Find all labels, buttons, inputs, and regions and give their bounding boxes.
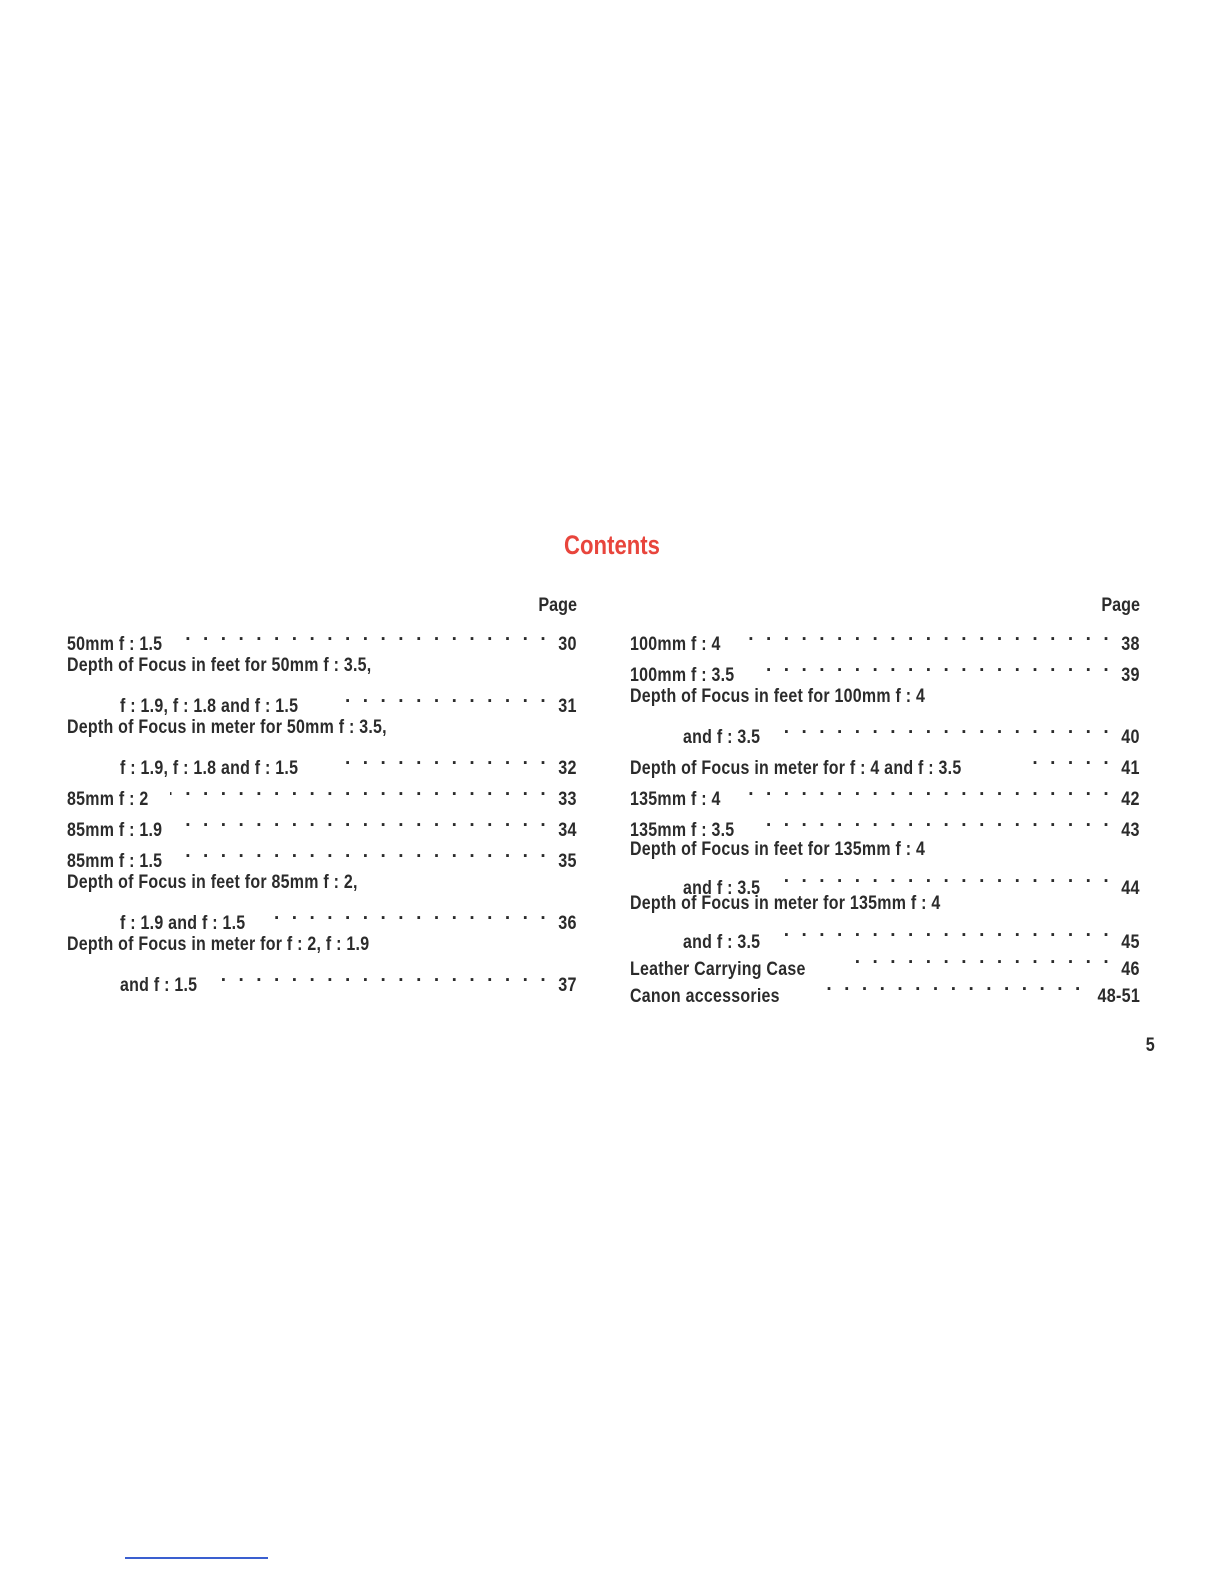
dot-leader — [338, 743, 549, 774]
toc-entry-text: 135mm f : 4 — [630, 789, 721, 810]
toc-entry — [67, 929, 577, 996]
toc-entry-text: Depth of Focus in meter for 50mm f : 3.5, — [67, 717, 387, 738]
dot-leader — [275, 898, 549, 929]
toc-entry-line — [630, 971, 1140, 1007]
toc-entry — [67, 712, 577, 779]
toc-page-number: 41 — [1121, 758, 1140, 779]
toc-entry-line — [67, 774, 577, 810]
toc-entry-text: Depth of Focus in feet for 100mm f : 4 — [630, 686, 926, 707]
dot-leader — [814, 971, 1084, 1002]
toc-page-number: 43 — [1121, 820, 1140, 841]
toc-entry-text: Canon accessories — [630, 986, 780, 1007]
toc-entry-line — [67, 929, 577, 960]
toc-entry — [630, 890, 1140, 953]
toc-entry-text: f : 1.9, f : 1.8 and f : 1.5 — [120, 758, 299, 779]
toc-column-left — [67, 593, 577, 996]
toc-page-number: 35 — [558, 851, 577, 872]
toc-entry-text: 100mm f : 4 — [630, 634, 721, 655]
toc-entry-text: 135mm f : 3.5 — [630, 820, 735, 841]
toc-page-number: 32 — [558, 758, 577, 779]
toc-entry-text: Depth of Focus in meter for f : 4 and f : 3.5 — [630, 758, 962, 779]
toc-entry-line — [630, 944, 1140, 980]
toc-entry-text: 85mm f : 2 — [67, 789, 149, 810]
toc-entry-line — [630, 917, 1140, 953]
toc-entry-text: Depth of Focus in feet for 135mm f : 4 — [630, 839, 926, 860]
toc-entry — [630, 650, 1140, 686]
toc-page-number: 36 — [558, 913, 577, 934]
toc-entry-text: and f : 1.5 — [120, 975, 198, 996]
toc-entry-line — [67, 836, 577, 872]
toc-page-number: 44 — [1121, 878, 1140, 899]
toc-page-number: 38 — [1121, 634, 1140, 655]
dot-leader — [760, 805, 1112, 836]
toc-entry-line — [630, 774, 1140, 810]
toc-entry-line — [67, 681, 577, 717]
dot-leader — [744, 774, 1112, 805]
dot-leader — [186, 805, 549, 836]
toc-page-number: 46 — [1121, 959, 1140, 980]
toc-entry-line — [67, 650, 577, 681]
toc-entry — [630, 944, 1140, 980]
toc-page-number: 42 — [1121, 789, 1140, 810]
toc-entry-line — [67, 898, 577, 934]
toc-page-number: 37 — [558, 975, 577, 996]
toc-entry-line — [67, 743, 577, 779]
dot-leader — [760, 650, 1112, 681]
toc-entry-text: 85mm f : 1.9 — [67, 820, 163, 841]
toc-entry-line — [67, 867, 577, 898]
toc-page-number: 39 — [1121, 665, 1140, 686]
toc-entry-text: 50mm f : 1.5 — [67, 634, 163, 655]
toc-entry-line — [630, 650, 1140, 686]
toc-entry — [67, 836, 577, 872]
toc-entry — [630, 681, 1140, 748]
toc-entry-line — [67, 712, 577, 743]
toc-entry-line — [67, 960, 577, 996]
toc-entry-text: and f : 3.5 — [683, 727, 761, 748]
dot-leader — [186, 836, 549, 867]
toc-entry — [67, 867, 577, 934]
toc-entry-line — [630, 619, 1140, 655]
contents-title: Contents — [564, 530, 660, 560]
toc-page-number: 30 — [558, 634, 577, 655]
toc-list-right — [630, 619, 1140, 1007]
toc-page-number: 31 — [558, 696, 577, 717]
toc-entry — [630, 743, 1140, 779]
toc-entry — [67, 805, 577, 841]
toc-entry-text: Depth of Focus in meter for 135mm f : 4 — [630, 893, 941, 914]
dot-leader — [218, 960, 549, 991]
toc-entry-line — [630, 805, 1140, 841]
toc-entry — [67, 650, 577, 717]
toc-entry-text: and f : 3.5 — [683, 932, 761, 953]
dot-leader — [170, 774, 549, 805]
toc-entry-line — [630, 836, 1140, 863]
toc-column-right — [630, 593, 1140, 1007]
toc-entry-line — [67, 805, 577, 841]
toc-entry — [630, 619, 1140, 655]
page-column-heading: Page — [538, 595, 577, 616]
toc-entry — [67, 774, 577, 810]
toc-entry — [67, 619, 577, 655]
toc-entry-line — [630, 890, 1140, 917]
dot-leader — [1031, 743, 1113, 774]
toc-list-left — [67, 619, 577, 996]
toc-entry-text: Depth of Focus in feet for 85mm f : 2, — [67, 872, 358, 893]
toc-entry-text: Depth of Focus in feet for 50mm f : 3.5, — [67, 655, 372, 676]
toc-entry-line — [630, 863, 1140, 899]
toc-entry-text: f : 1.9 and f : 1.5 — [120, 913, 246, 934]
toc-page-number: 45 — [1121, 932, 1140, 953]
toc-entry — [630, 836, 1140, 899]
toc-entry-text: Depth of Focus in meter for f : 2, f : 1.9 — [67, 934, 370, 955]
dot-leader — [338, 681, 549, 712]
toc-page-number: 40 — [1121, 727, 1140, 748]
toc-entry-text: 85mm f : 1.5 — [67, 851, 163, 872]
toc-page-number: 34 — [558, 820, 577, 841]
toc-entry-text: f : 1.9, f : 1.8 and f : 1.5 — [120, 696, 299, 717]
dot-leader — [186, 619, 549, 650]
dot-leader — [781, 712, 1112, 743]
toc-page-number: 48-51 — [1097, 986, 1140, 1007]
toc-entry-line — [630, 712, 1140, 748]
toc-entry — [630, 971, 1140, 1007]
toc-entry — [630, 774, 1140, 810]
page-column-heading: Page — [1101, 595, 1140, 616]
bottom-rule — [125, 1557, 268, 1559]
toc-entry-line — [630, 681, 1140, 712]
toc-entry-line — [630, 743, 1140, 779]
toc-entry — [630, 805, 1140, 841]
toc-page-number: 33 — [558, 789, 577, 810]
toc-entry-text: and f : 3.5 — [683, 878, 761, 899]
page-number: 5 — [1145, 1035, 1155, 1056]
toc-entry-line — [67, 619, 577, 655]
toc-entry-text: 100mm f : 3.5 — [630, 665, 735, 686]
toc-entry-text: Leather Carrying Case — [630, 959, 806, 980]
dot-leader — [744, 619, 1112, 650]
